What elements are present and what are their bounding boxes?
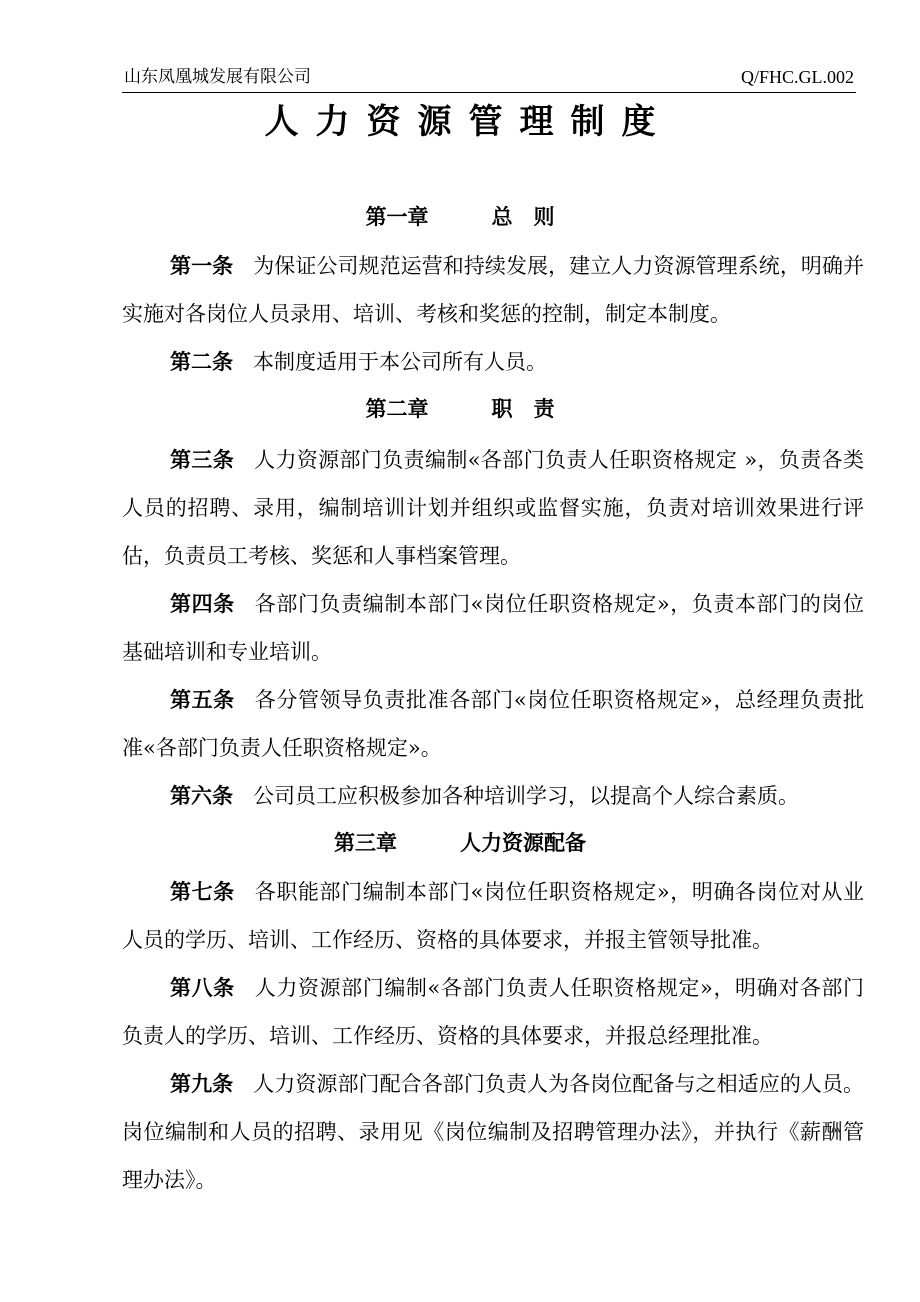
chapter-heading-3 (0, 828, 920, 858)
article-number: 第一条 (170, 254, 234, 278)
document-code: Q/FHC.GL.002 (740, 67, 854, 87)
article-8 (122, 964, 864, 1060)
chapter-label: 第三章 (334, 831, 397, 855)
article-7 (122, 868, 864, 964)
article-number: 第五条 (170, 688, 235, 712)
chapter-label: 第一章 (365, 205, 429, 229)
article-text: 人力资源部门负责编制«各部门负责人任职资格规定 »，负责各类人员的招聘、录用，编制培训计划并组织或监督实施，负责对培训效果进行评估，负责员工考核、奖惩和人事档案管理。 (122, 448, 864, 568)
article-number: 第六条 (170, 784, 233, 808)
article-text: 人力资源部门配合各部门负责人为各岗位配备与之相适应的人员。岗位编制和人员的招聘、录用见《岗位编制及招聘管理办法》，并执行《薪酬管理办法》。 (122, 1072, 865, 1192)
article-2 (122, 338, 864, 386)
article-text: 为保证公司规范运营和持续发展，建立人力资源管理系统，明确并实施对各岗位人员录用、培训、考核和奖惩的控制，制定本制度。 (122, 254, 865, 326)
article-text: 各职能部门编制本部门«岗位任职资格规定»，明确各岗位对从业人员的学历、培训、工作经历、资格的具体要求，并报主管领导批准。 (122, 880, 865, 952)
article-4 (122, 580, 864, 676)
chapter-name: 总 则 (491, 205, 555, 229)
article-number: 第九条 (170, 1072, 234, 1096)
article-number: 第二条 (170, 350, 233, 374)
article-text: 各分管领导负责批准各部门«岗位任职资格规定»，总经理负责批准«各部门负责人任职资格规定»。 (122, 688, 865, 760)
article-text: 本制度适用于本公司所有人员。 (253, 350, 547, 374)
article-number: 第三条 (170, 448, 235, 472)
chapter-label: 第二章 (365, 397, 429, 421)
article-1 (122, 242, 864, 338)
page-header (122, 66, 856, 93)
article-5 (122, 676, 864, 772)
document-title: 人力资源管理制度 (264, 102, 673, 142)
chapter-name: 职 责 (491, 397, 555, 421)
article-text: 人力资源部门编制«各部门负责人任职资格规定»，明确对各部门负责人的学历、培训、工作经历、资格的具体要求，并报总经理批准。 (122, 976, 865, 1048)
chapter-name: 人力资源配备 (460, 831, 586, 855)
article-3 (122, 436, 864, 580)
article-number: 第八条 (170, 976, 235, 1000)
article-text: 公司员工应积极参加各种培训学习，以提高个人综合素质。 (253, 784, 799, 808)
company-name: 山东凤凰城发展有限公司 (124, 67, 311, 87)
article-6 (122, 772, 864, 820)
article-9 (122, 1060, 864, 1204)
chapter-heading-2 (0, 394, 920, 424)
article-text: 各部门负责编制本部门«岗位任职资格规定»，负责本部门的岗位基础培训和专业培训。 (122, 592, 865, 664)
chapter-heading-1 (0, 202, 920, 232)
article-number: 第七条 (170, 880, 235, 904)
article-number: 第四条 (170, 592, 235, 616)
